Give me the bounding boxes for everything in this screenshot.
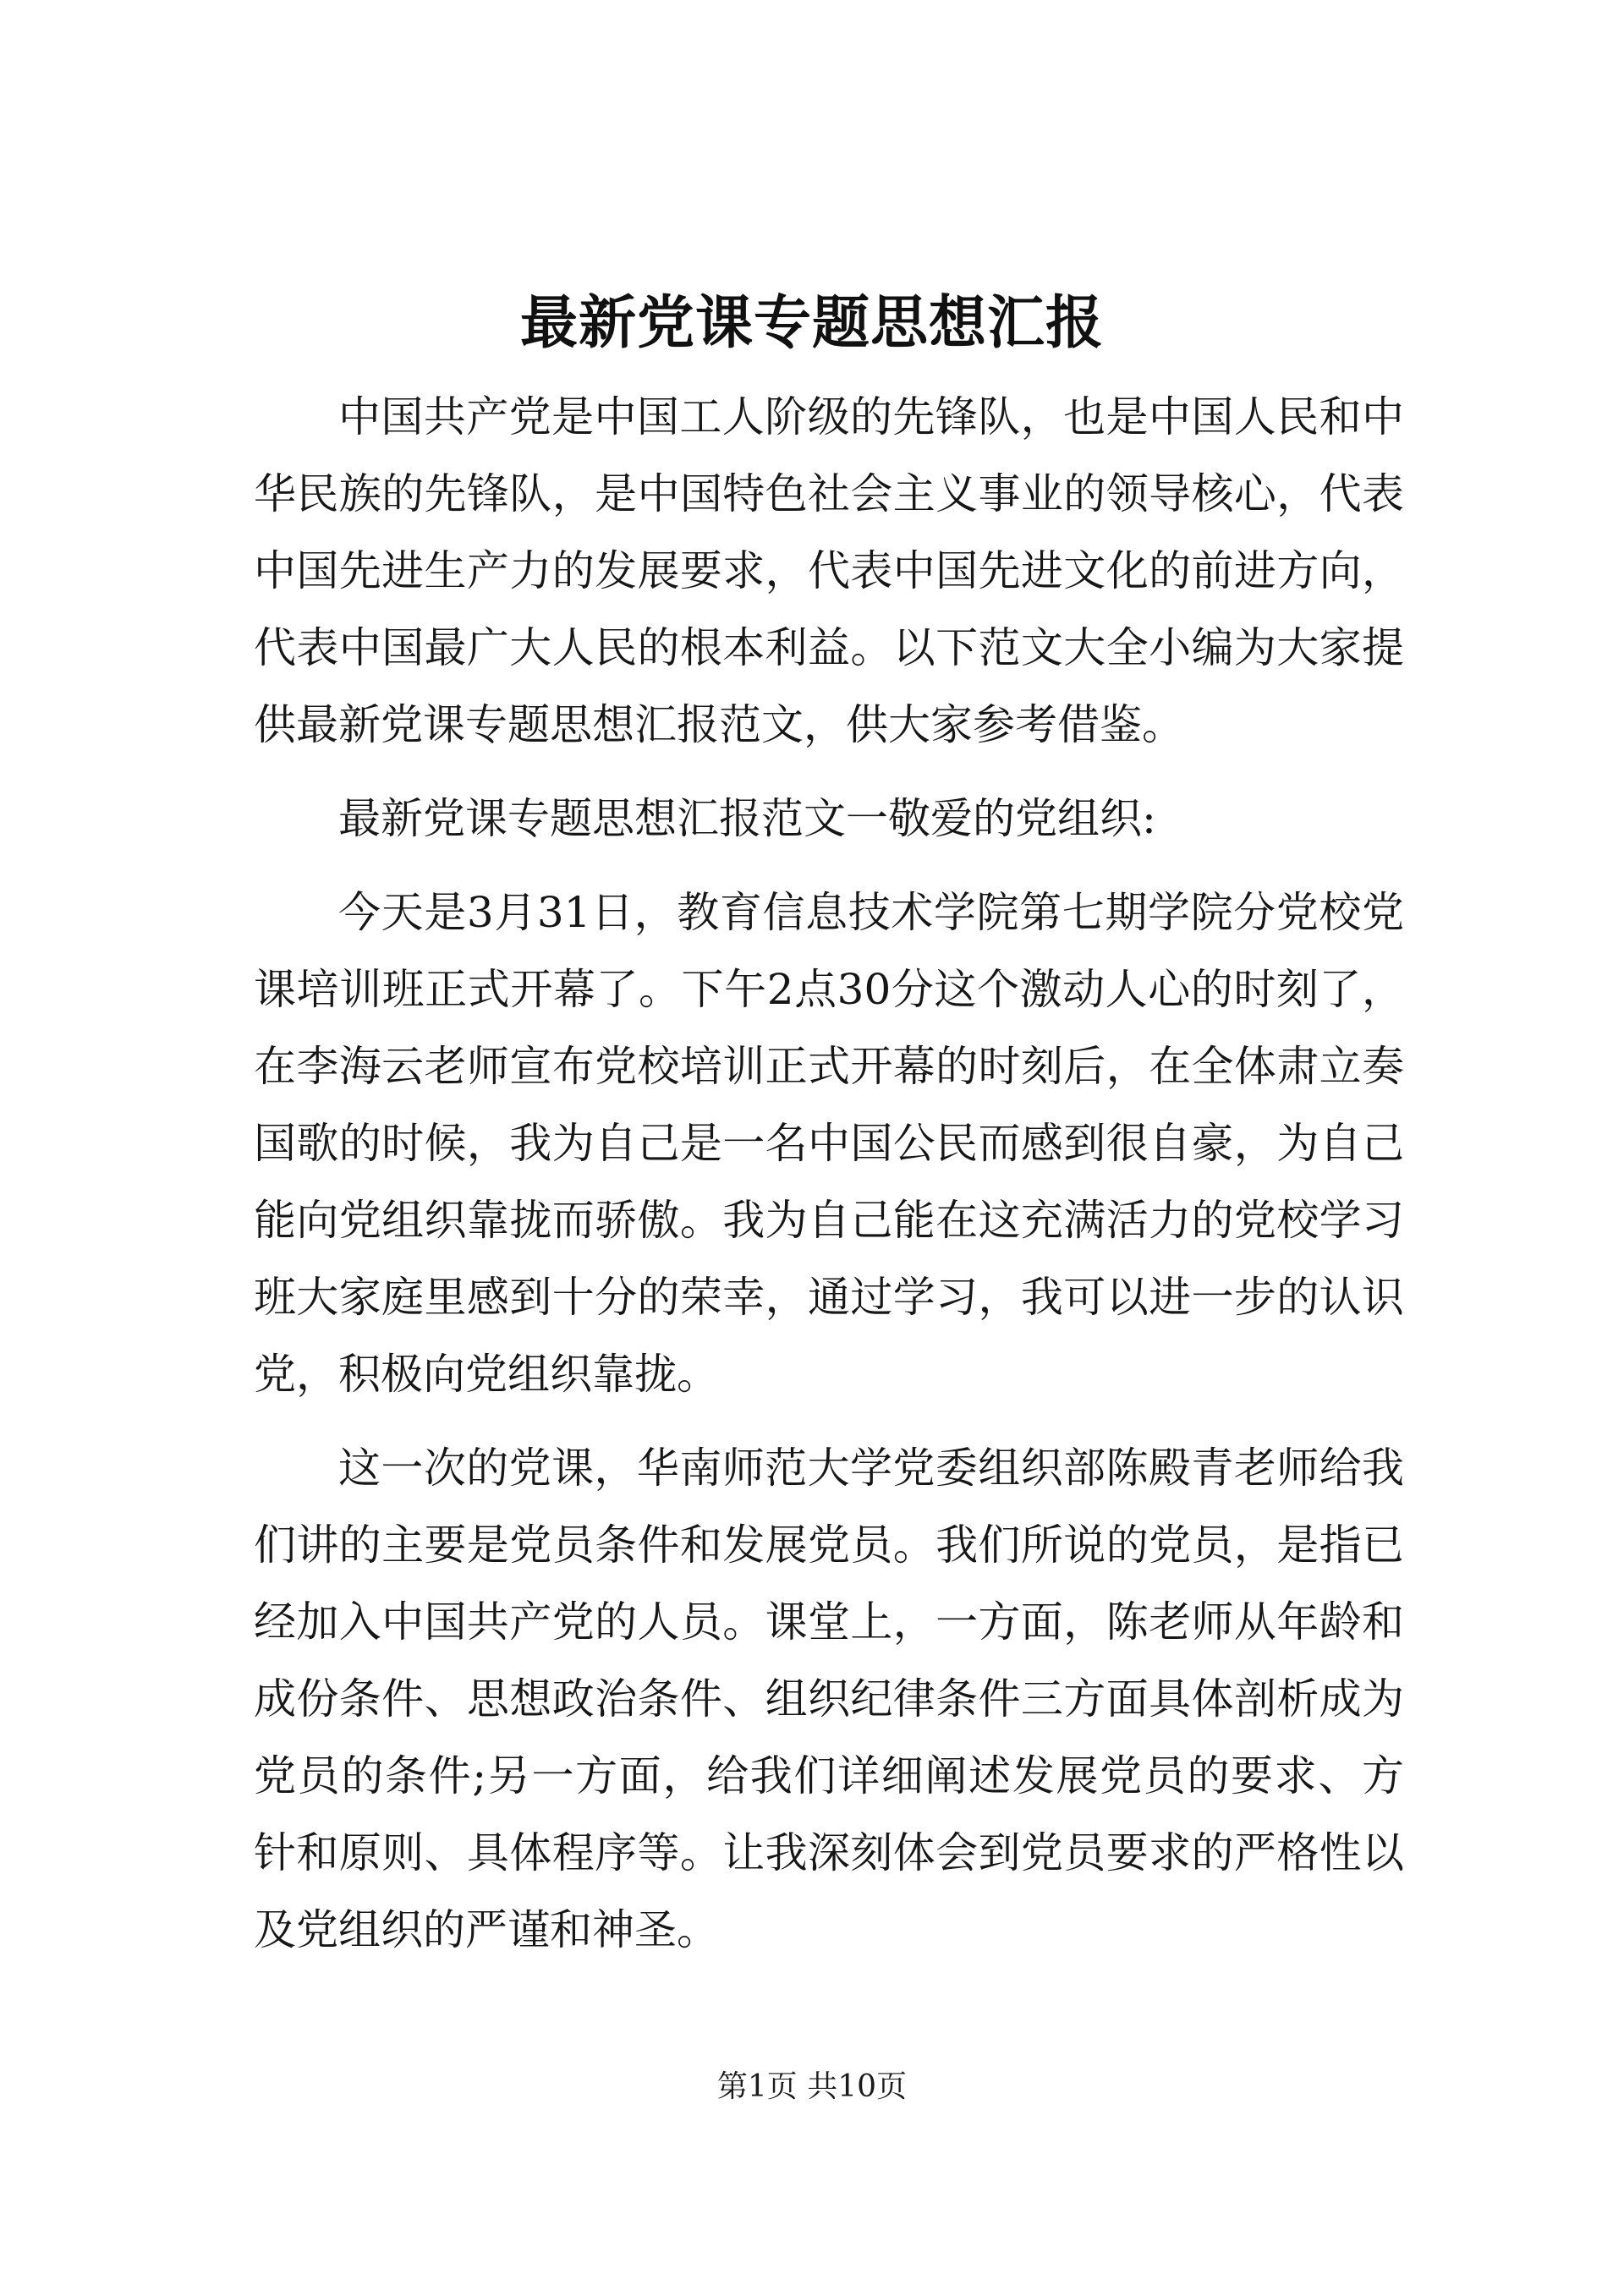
document-title: 最新党课专题思想汇报 (519, 289, 1104, 357)
page-number-footer: 第1页 共10页 (716, 2069, 908, 2104)
paragraph-intro: 中国共产党是中国工人阶级的先锋队，也是中国人民和中华民族的先锋队，是中国特色社会主义事业的领导核心，代表中国先进生产力的发展要求，代表中国先进文化的前进方向，代表中国最广大人民的根本利益。以下范文大全小编为大家提供最新党课专题思想汇报范文，供大家参考借鉴。 (254, 392, 1404, 749)
paragraph-opening-ceremony: 今天是3月31日，教育信息技术学院第七期学院分党校党课培训班正式开幕了。下午2点30分这个激动人心的时刻了，在李海云老师宣布党校培训正式开幕的时刻后，在全体肃立奏国歌的时候，我为自己是一名中国公民而感到很自豪，为自己能向党组织靠拢而骄傲。我为自己能在这充满活力的党校学习班大家庭里感到十分的荣幸，通过学习，我可以进一步的认识党，积极向党组织靠拢。 (254, 888, 1404, 1399)
paragraph-party-lesson: 这一次的党课，华南师范大学党委组织部陈殿青老师给我们讲的主要是党员条件和发展党员。我们所说的党员，是指已经加入中国共产党的人员。课堂上，一方面，陈老师从年龄和成份条件、思想政治条件、组织纪律条件三方面具体剖析成为党员的条件;另一方面，给我们详细阐述发展党员的要求、方针和原则、具体程序等。让我深刻体会到党员要求的严格性以及党组织的严谨和神圣。 (254, 1444, 1404, 1954)
document-body (254, 379, 1404, 1969)
paragraph-salutation: 最新党课专题思想汇报范文一敬爱的党组织: (338, 794, 1156, 843)
